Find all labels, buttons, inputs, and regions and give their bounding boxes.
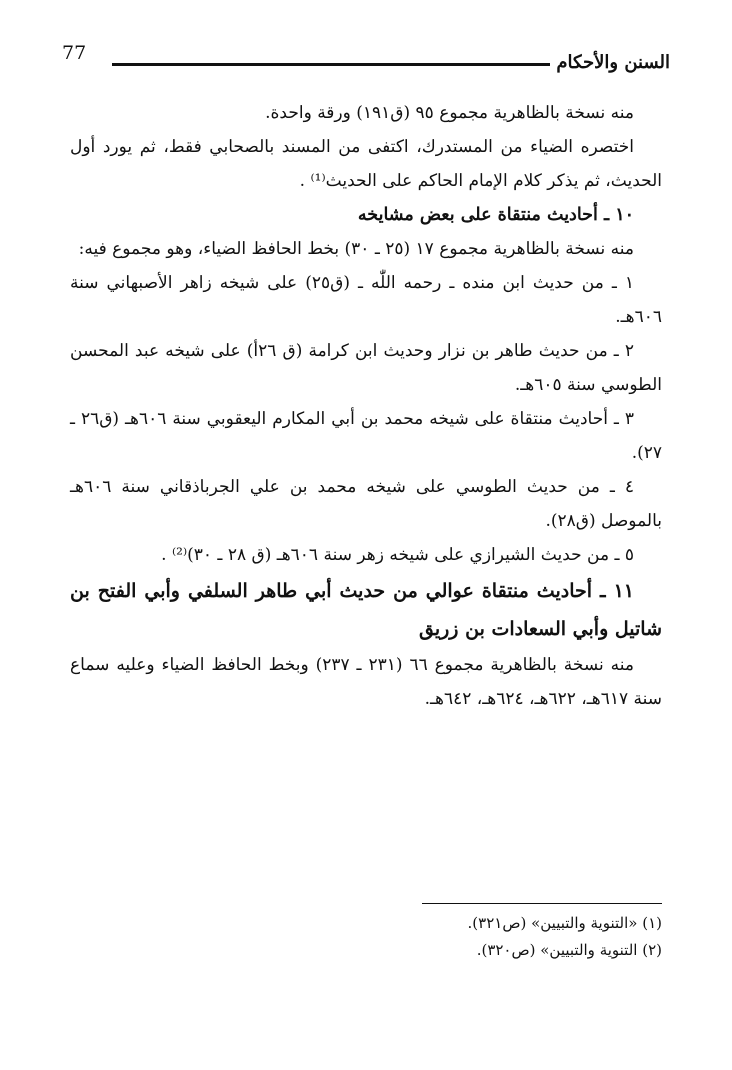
footnotes xyxy=(70,910,662,964)
body-text xyxy=(70,96,662,716)
list-item: ٣ ـ أحاديث منتقاة على شيخه محمد بن أبي المكارم اليعقوبي سنة ٦٠٦هـ (ق٢٦ ـ ٢٧). xyxy=(70,409,662,463)
section-heading: ١١ ـ أحاديث منتقاة عوالي من حديث أبي طاهر السلفي وأبي الفتح بن شاتيل وأبي السعادات بن زريق xyxy=(70,580,662,640)
paragraph: منه نسخة بالظاهرية مجموع ٩٥ (ق١٩١) ورقة واحدة. xyxy=(265,103,634,123)
paragraph: اختصره الضياء من المستدرك، اكتفى من المسند بالصحابي فقط، ثم يورد أول الحديث، ثم يذكر كلام الإمام الحاكم على الحديث⁽¹⁾ . xyxy=(70,137,662,191)
section-heading: ١٠ ـ أحاديث منتقاة على بعض مشايخه xyxy=(357,205,634,225)
list-item: ٥ ـ من حديث الشيرازي على شيخه زهر سنة ٦٠٦هـ (ق ٢٨ ـ ٣٠)⁽²⁾ . xyxy=(161,545,634,565)
running-title: السنن والأحكام xyxy=(556,52,670,73)
footnote: (١) «التنوية والتبيين» (ص٣٢١). xyxy=(467,914,662,932)
paragraph: منه نسخة بالظاهرية مجموع ٦٦ (٢٣١ ـ ٢٣٧) وبخط الحافظ الضياء وعليه سماع سنة ٦١٧هـ، ٦٢٢هـ، ٦٢٤هـ، ٦٤٢هـ. xyxy=(70,655,662,709)
paragraph: منه نسخة بالظاهرية مجموع ١٧ (٢٥ ـ ٣٠) بخط الحافظ الضياء، وهو مجموع فيه: xyxy=(78,239,634,259)
list-item: ٤ ـ من حديث الطوسي على شيخه محمد بن علي الجرباذقاني سنة ٦٠٦هـ بالموصل (ق٢٨). xyxy=(70,477,662,531)
page-number: 77 xyxy=(62,42,87,64)
list-item: ٢ ـ من حديث طاهر بن نزار وحديث ابن كرامة (ق ٢٦أ) على شيخه عبد المحسن الطوسي سنة ٦٠٥هـ. xyxy=(70,341,662,395)
footnote-rule xyxy=(422,903,662,904)
footnote: (٢) التنوية والتبيين» (ص٣٢٠). xyxy=(476,941,662,959)
header-rule xyxy=(112,63,550,66)
list-item: ١ ـ من حديث ابن منده ـ رحمه اللّٰه ـ (ق٢٥) على شيخه زاهر الأصبهاني سنة ٦٠٦هـ. xyxy=(70,273,662,327)
